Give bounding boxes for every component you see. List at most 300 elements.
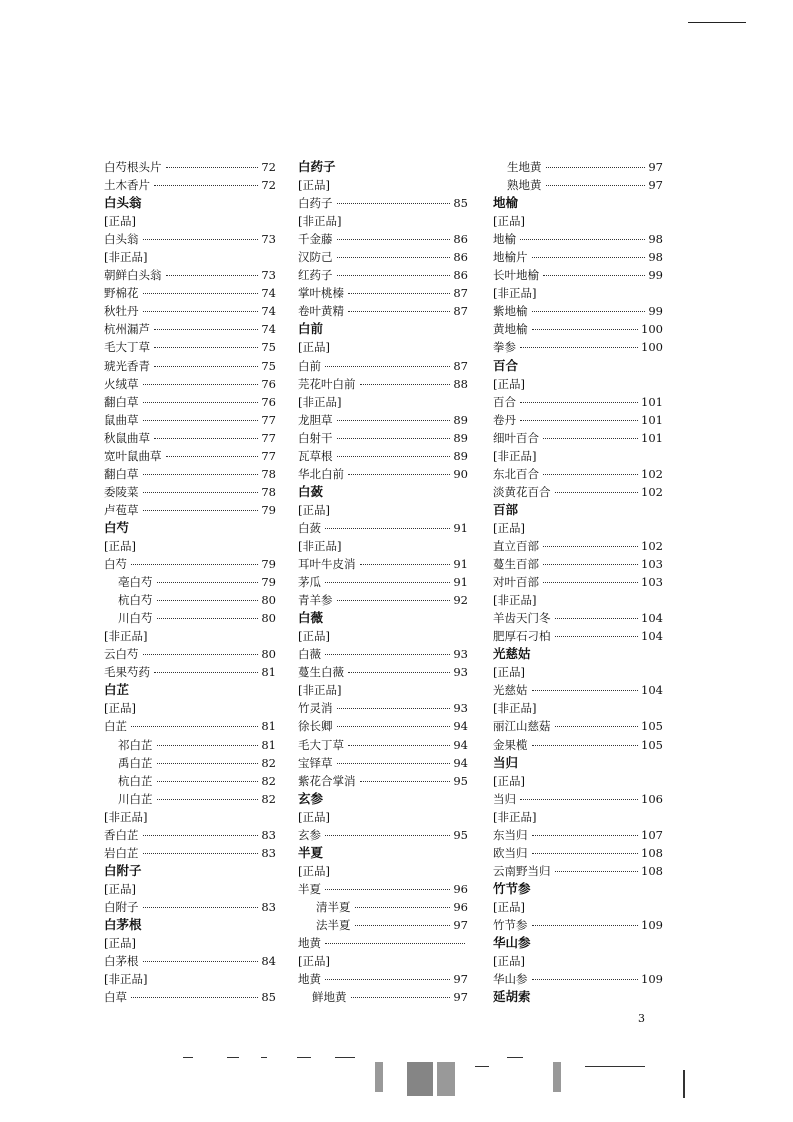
toc-entry [493,483,663,501]
toc-leader-dots [337,438,451,439]
toc-entry [104,483,276,501]
toc-leader-dots [520,347,638,348]
toc-leader-dots [337,726,451,727]
toc-leader-dots [143,402,259,403]
toc-entry-page: 99 [648,304,663,319]
toc-leader-dots [543,564,638,565]
toc-entry-page: 105 [641,737,663,752]
toc-entry [104,375,276,393]
toc-leader-dots [360,384,451,385]
toc-entry-name: 川白芍 [118,611,153,626]
toc-entry-name: 毛大丁草 [298,737,344,752]
toc-leader-dots [143,311,259,312]
toc-entry-name: 川白芷 [118,791,153,806]
toc-leader-dots [546,185,646,186]
toc-entry-name: 鲜地黄 [312,990,347,1005]
toc-leader-dots [143,492,259,493]
toc-entry-page: 77 [261,412,276,427]
toc-section-heading: 地榆 [493,195,519,211]
toc-category-label: [正品] [104,881,136,896]
toc-category-label: [正品] [298,954,330,969]
toc-entry-name: 东北百合 [493,466,539,481]
toc-entry [104,609,276,627]
toc-entry-name: 杭白芍 [118,593,153,608]
toc-entry-name: 火绒草 [104,376,139,391]
toc-leader-dots [351,997,451,998]
toc-entry-page: 104 [641,611,663,626]
toc-leader-dots [543,582,638,583]
toc-entry [298,880,468,898]
toc-entry-page: 78 [261,484,276,499]
toc-entry-page: 93 [453,665,468,680]
toc-leader-dots [131,726,258,727]
toc-entry-name: 毛大丁草 [104,340,150,355]
toc-category-label: [非正品] [104,972,148,987]
toc-leader-dots [325,889,450,890]
toc-entry [493,844,663,862]
toc-leader-dots [325,582,450,583]
toc-leader-dots [532,925,639,926]
toc-entry [104,988,276,1006]
toc-category-label: [正品] [298,502,330,517]
toc-entry-name: 对叶百部 [493,575,539,590]
toc-entry-name: 白头翁 [104,232,139,247]
toc-entry [104,573,276,591]
toc-entry-name: 金果榄 [493,737,528,752]
toc-entry [104,663,276,681]
toc-leader-dots [154,672,258,673]
toc-entry-page: 75 [261,358,276,373]
toc-entry [104,591,276,609]
toc-entry-page: 97 [453,917,468,932]
toc-entry-name: 茅瓜 [298,575,321,590]
toc-entry-page: 95 [453,773,468,788]
toc-entry-page: 79 [261,502,276,517]
toc-category-label: [正品] [104,538,136,553]
toc-entry-page: 85 [261,990,276,1005]
toc-entry-name: 羊齿天门冬 [493,611,551,626]
toc-entry [298,717,468,735]
toc-entry-page: 92 [453,593,468,608]
toc-entry [104,266,276,284]
toc-entry [298,375,468,393]
toc-entry-page: 98 [648,250,663,265]
toc-leader-dots [154,347,258,348]
toc-entry-name: 瓦草根 [298,448,333,463]
toc-entry [298,284,468,302]
toc-leader-dots [337,420,451,421]
toc-entry-page: 102 [641,484,663,499]
toc-entry-page: 87 [453,304,468,319]
toc-section-heading: 华山参 [493,935,531,951]
top-rule [688,22,746,23]
toc-category-label: [非正品] [298,538,342,553]
toc-leader-dots [337,239,451,240]
toc-entry-name: 白芍根头片 [104,160,162,174]
toc-entry-name: 地黄 [298,972,321,987]
toc-entry-page: 80 [261,593,276,608]
toc-leader-dots [143,907,259,908]
toc-leader-dots [143,474,259,475]
toc-entry-page: 91 [453,575,468,590]
toc-leader-dots [520,402,638,403]
toc-entry-name: 香白芷 [104,827,139,842]
toc-entry [493,537,663,555]
toc-entry [298,934,468,952]
toc-entry-name: 白茅根 [104,954,139,969]
toc-leader-dots [143,420,259,421]
toc-entry-page: 81 [261,737,276,752]
toc-leader-dots [157,618,259,619]
toc-entry-page: 87 [453,358,468,373]
toc-section-heading: 当归 [493,754,519,770]
toc-entry-name: 白射干 [298,430,333,445]
toc-category-label: [正品] [493,665,525,680]
toc-entry [493,230,663,248]
toc-entry [104,176,276,194]
toc-entry-name: 朝鲜白头翁 [104,268,162,283]
toc-entry-page: 89 [453,448,468,463]
toc-entry [298,573,468,591]
toc-leader-dots [157,763,259,764]
toc-entry-name: 岩白芷 [104,845,139,860]
toc-entry [104,158,276,176]
toc-entry [298,736,468,754]
toc-leader-dots [131,997,258,998]
toc-entry-name: 华北白前 [298,466,344,481]
toc-entry-page: 82 [261,791,276,806]
toc-leader-dots [337,600,451,601]
toc-section-heading: 白薇 [298,610,324,626]
toc-entry-name: 掌叶桃榛 [298,286,344,301]
toc-entry-page: 107 [641,827,663,842]
toc-entry-page: 72 [261,178,276,193]
toc-entry [104,411,276,429]
toc-entry [298,645,468,663]
toc-entry [493,573,663,591]
toc-entry [298,465,468,483]
toc-entry-name: 白芷 [104,719,127,734]
toc-entry-page: 86 [453,250,468,265]
toc-entry-name: 玄参 [298,827,321,842]
toc-entry-name: 青羊参 [298,593,333,608]
toc-entry-name: 黄地榆 [493,322,528,337]
toc-entry-page: 88 [453,376,468,391]
toc-leader-dots [543,474,638,475]
toc-entry-page: 93 [453,647,468,662]
toc-section-heading: 光慈姑 [493,646,531,662]
toc-leader-dots [154,438,258,439]
toc-entry-page: 76 [261,394,276,409]
toc-entry [493,393,663,411]
toc-entry-page: 104 [641,683,663,698]
toc-entry-page: 102 [641,538,663,553]
toc-entry-page: 100 [641,322,663,337]
toc-entry-name: 卷叶黄精 [298,304,344,319]
toc-leader-dots [143,239,259,240]
toc-entry-page: 108 [641,863,663,878]
toc-entry-page: 108 [641,845,663,860]
toc-leader-dots [337,275,451,276]
toc-leader-dots [143,293,259,294]
toc-entry [298,772,468,790]
toc-entry-page: 101 [641,430,663,445]
toc-column-3 [493,158,663,1006]
toc-leader-dots [555,492,639,493]
toc-leader-dots [143,510,259,511]
toc-entry-name: 蔓生百部 [493,557,539,572]
toc-entry-name: 直立百部 [493,538,539,553]
toc-leader-dots [520,799,638,800]
toc-leader-dots [355,907,451,908]
toc-entry-name: 肥厚石刁柏 [493,629,551,644]
toc-entry-page: 89 [453,430,468,445]
toc-leader-dots [325,979,450,980]
toc-section-heading: 半夏 [298,844,324,860]
toc-entry-name: 毛果芍药 [104,665,150,680]
toc-leader-dots [555,726,639,727]
toc-entry-page: 97 [648,178,663,193]
toc-entry-name: 翻白草 [104,466,139,481]
toc-leader-dots [325,835,450,836]
toc-leader-dots [360,781,451,782]
toc-leader-dots [348,745,450,746]
toc-leader-dots [360,564,451,565]
toc-entry-page: 97 [648,160,663,174]
toc-leader-dots [131,564,258,565]
toc-entry-name: 禹白芷 [118,755,153,770]
toc-entry-page: 73 [261,232,276,247]
toc-category-label: [正品] [493,773,525,788]
toc-category-label: [正品] [493,376,525,391]
toc-entry [493,736,663,754]
toc-entry-name: 法半夏 [316,917,351,932]
toc-entry-name: 华山参 [493,972,528,987]
toc-leader-dots [348,474,450,475]
toc-entry [298,754,468,772]
toc-category-label: [正品] [493,214,525,229]
toc-leader-dots [157,582,259,583]
toc-entry [493,681,663,699]
toc-category-label: [正品] [104,214,136,229]
toc-leader-dots [348,293,450,294]
toc-entry [493,717,663,735]
toc-entry-name: 卢苞草 [104,502,139,517]
toc-leader-dots [555,636,639,637]
toc-entry-name: 蔓生白薇 [298,665,344,680]
toc-category-label: [正品] [493,520,525,535]
toc-category-label: [正品] [104,701,136,716]
toc-entry [298,555,468,573]
toc-entry [104,754,276,772]
toc-entry [104,501,276,519]
toc-entry-page: 73 [261,268,276,283]
toc-leader-dots [154,366,258,367]
toc-entry-page: 94 [453,719,468,734]
toc-leader-dots [520,239,645,240]
toc-leader-dots [157,781,259,782]
toc-entry-name: 丽江山慈菇 [493,719,551,734]
toc-entry-page: 101 [641,394,663,409]
toc-entry-name: 欧当归 [493,845,528,860]
toc-entry-name: 芫花叶白前 [298,376,356,391]
toc-leader-dots [325,366,450,367]
toc-category-label: [正品] [493,954,525,969]
toc-entry-page: 74 [261,304,276,319]
toc-section-heading: 白芍 [104,519,130,535]
toc-entry-name: 百合 [493,394,516,409]
toc-entry-page: 83 [261,845,276,860]
toc-entry [104,429,276,447]
toc-leader-dots [532,745,639,746]
toc-entry-name: 卷丹 [493,412,516,427]
toc-leader-dots [143,384,259,385]
toc-entry-page: 82 [261,773,276,788]
toc-section-heading: 玄参 [298,790,324,806]
toc-entry-name: 当归 [493,791,516,806]
toc-leader-dots [337,708,451,709]
toc-entry-page: 81 [261,665,276,680]
toc-entry-name: 白附子 [104,899,139,914]
toc-leader-dots [532,835,639,836]
toc-entry-page: 82 [261,755,276,770]
toc-entry-name: 秋鼠曲草 [104,430,150,445]
toc-category-label: [正品] [493,899,525,914]
toc-entry [493,555,663,573]
toc-leader-dots [532,329,639,330]
toc-entry-page: 94 [453,755,468,770]
toc-entry-name: 云白芍 [104,647,139,662]
toc-leader-dots [157,600,259,601]
toc-category-label: [非正品] [493,809,537,824]
toc-category-label: [非正品] [104,809,148,824]
toc-entry [104,645,276,663]
toc-entry-name: 地榆 [493,232,516,247]
toc-entry [493,320,663,338]
toc-category-label: [正品] [298,809,330,824]
toc-leader-dots [543,546,638,547]
toc-entry-page: 75 [261,340,276,355]
toc-entry-name: 宽叶鼠曲草 [104,448,162,463]
toc-leader-dots [154,329,258,330]
toc-entry-name: 鼠曲草 [104,412,139,427]
toc-entry [298,519,468,537]
toc-leader-dots [143,835,259,836]
toc-leader-dots [555,871,639,872]
toc-entry-name: 杭白芷 [118,773,153,788]
toc-entry-page: 100 [641,340,663,355]
toc-entry [493,176,663,194]
toc-leader-dots [532,853,639,854]
toc-entry [298,429,468,447]
toc-entry [298,302,468,320]
toc-leader-dots [157,799,259,800]
toc-entry [104,447,276,465]
toc-entry-page: 87 [453,286,468,301]
toc-category-label: [正品] [298,178,330,193]
toc-entry-name: 光慈姑 [493,683,528,698]
toc-entry-name: 杭州漏芦 [104,322,150,337]
toc-entry-name: 野棉花 [104,286,139,301]
toc-leader-dots [143,961,259,962]
toc-category-label: [非正品] [104,250,148,265]
scan-artifacts [175,1052,735,1102]
toc-section-heading: 白蔹 [298,483,324,499]
toc-leader-dots [337,257,451,258]
toc-entry-page: 98 [648,232,663,247]
toc-entry [104,465,276,483]
toc-leader-dots [532,690,639,691]
toc-entry-page: 105 [641,719,663,734]
toc-entry-page: 86 [453,232,468,247]
toc-entry-name: 白前 [298,358,321,373]
toc-category-label: [非正品] [298,214,342,229]
toc-entry-name: 拳参 [493,340,516,355]
toc-entry [493,916,663,934]
toc-entry-page: 81 [261,719,276,734]
toc-leader-dots [325,528,450,529]
toc-entry-page: 94 [453,737,468,752]
toc-entry [493,862,663,880]
toc-entry-page: 86 [453,268,468,283]
toc-category-label: [非正品] [493,593,537,608]
toc-entry [493,302,663,320]
toc-entry-name: 白蔹 [298,520,321,535]
toc-entry [298,970,468,988]
toc-entry [104,284,276,302]
toc-entry-name: 东当归 [493,827,528,842]
toc-entry-page: 76 [261,376,276,391]
toc-section-heading: 白附子 [104,862,142,878]
toc-entry [298,898,468,916]
toc-category-label: [非正品] [493,701,537,716]
toc-entry [493,790,663,808]
toc-entry [104,302,276,320]
toc-leader-dots [166,167,259,168]
toc-entry-name: 亳白芍 [118,575,153,590]
toc-entry [493,248,663,266]
toc-entry-name: 长叶地榆 [493,268,539,283]
toc-entry-page: 103 [641,575,663,590]
toc-section-heading: 竹节参 [493,880,531,896]
toc-entry-page: 103 [641,557,663,572]
toc-entry [298,591,468,609]
toc-entry-name: 生地黄 [507,160,542,174]
toc-entry [493,411,663,429]
toc-entry-page: 104 [641,629,663,644]
toc-entry-page: 91 [453,520,468,535]
toc-leader-dots [532,979,639,980]
toc-section-heading: 白药子 [298,159,336,174]
toc-section-heading: 白头翁 [104,195,142,211]
toc-entry-name: 土木香片 [104,178,150,193]
toc-entry-name: 云南野当归 [493,863,551,878]
toc-entry-name: 红药子 [298,268,333,283]
toc-entry-name: 细叶百合 [493,430,539,445]
toc-entry [493,465,663,483]
toc-entry [104,844,276,862]
toc-leader-dots [325,943,465,944]
toc-entry-name: 琥光香青 [104,358,150,373]
toc-entry-page: 74 [261,322,276,337]
toc-category-label: [非正品] [104,629,148,644]
toc-entry-name: 熟地黄 [507,178,542,193]
toc-entry [104,393,276,411]
toc-entry [104,338,276,356]
toc-entry [298,357,468,375]
toc-column-2 [298,158,468,1006]
toc-leader-dots [555,618,639,619]
